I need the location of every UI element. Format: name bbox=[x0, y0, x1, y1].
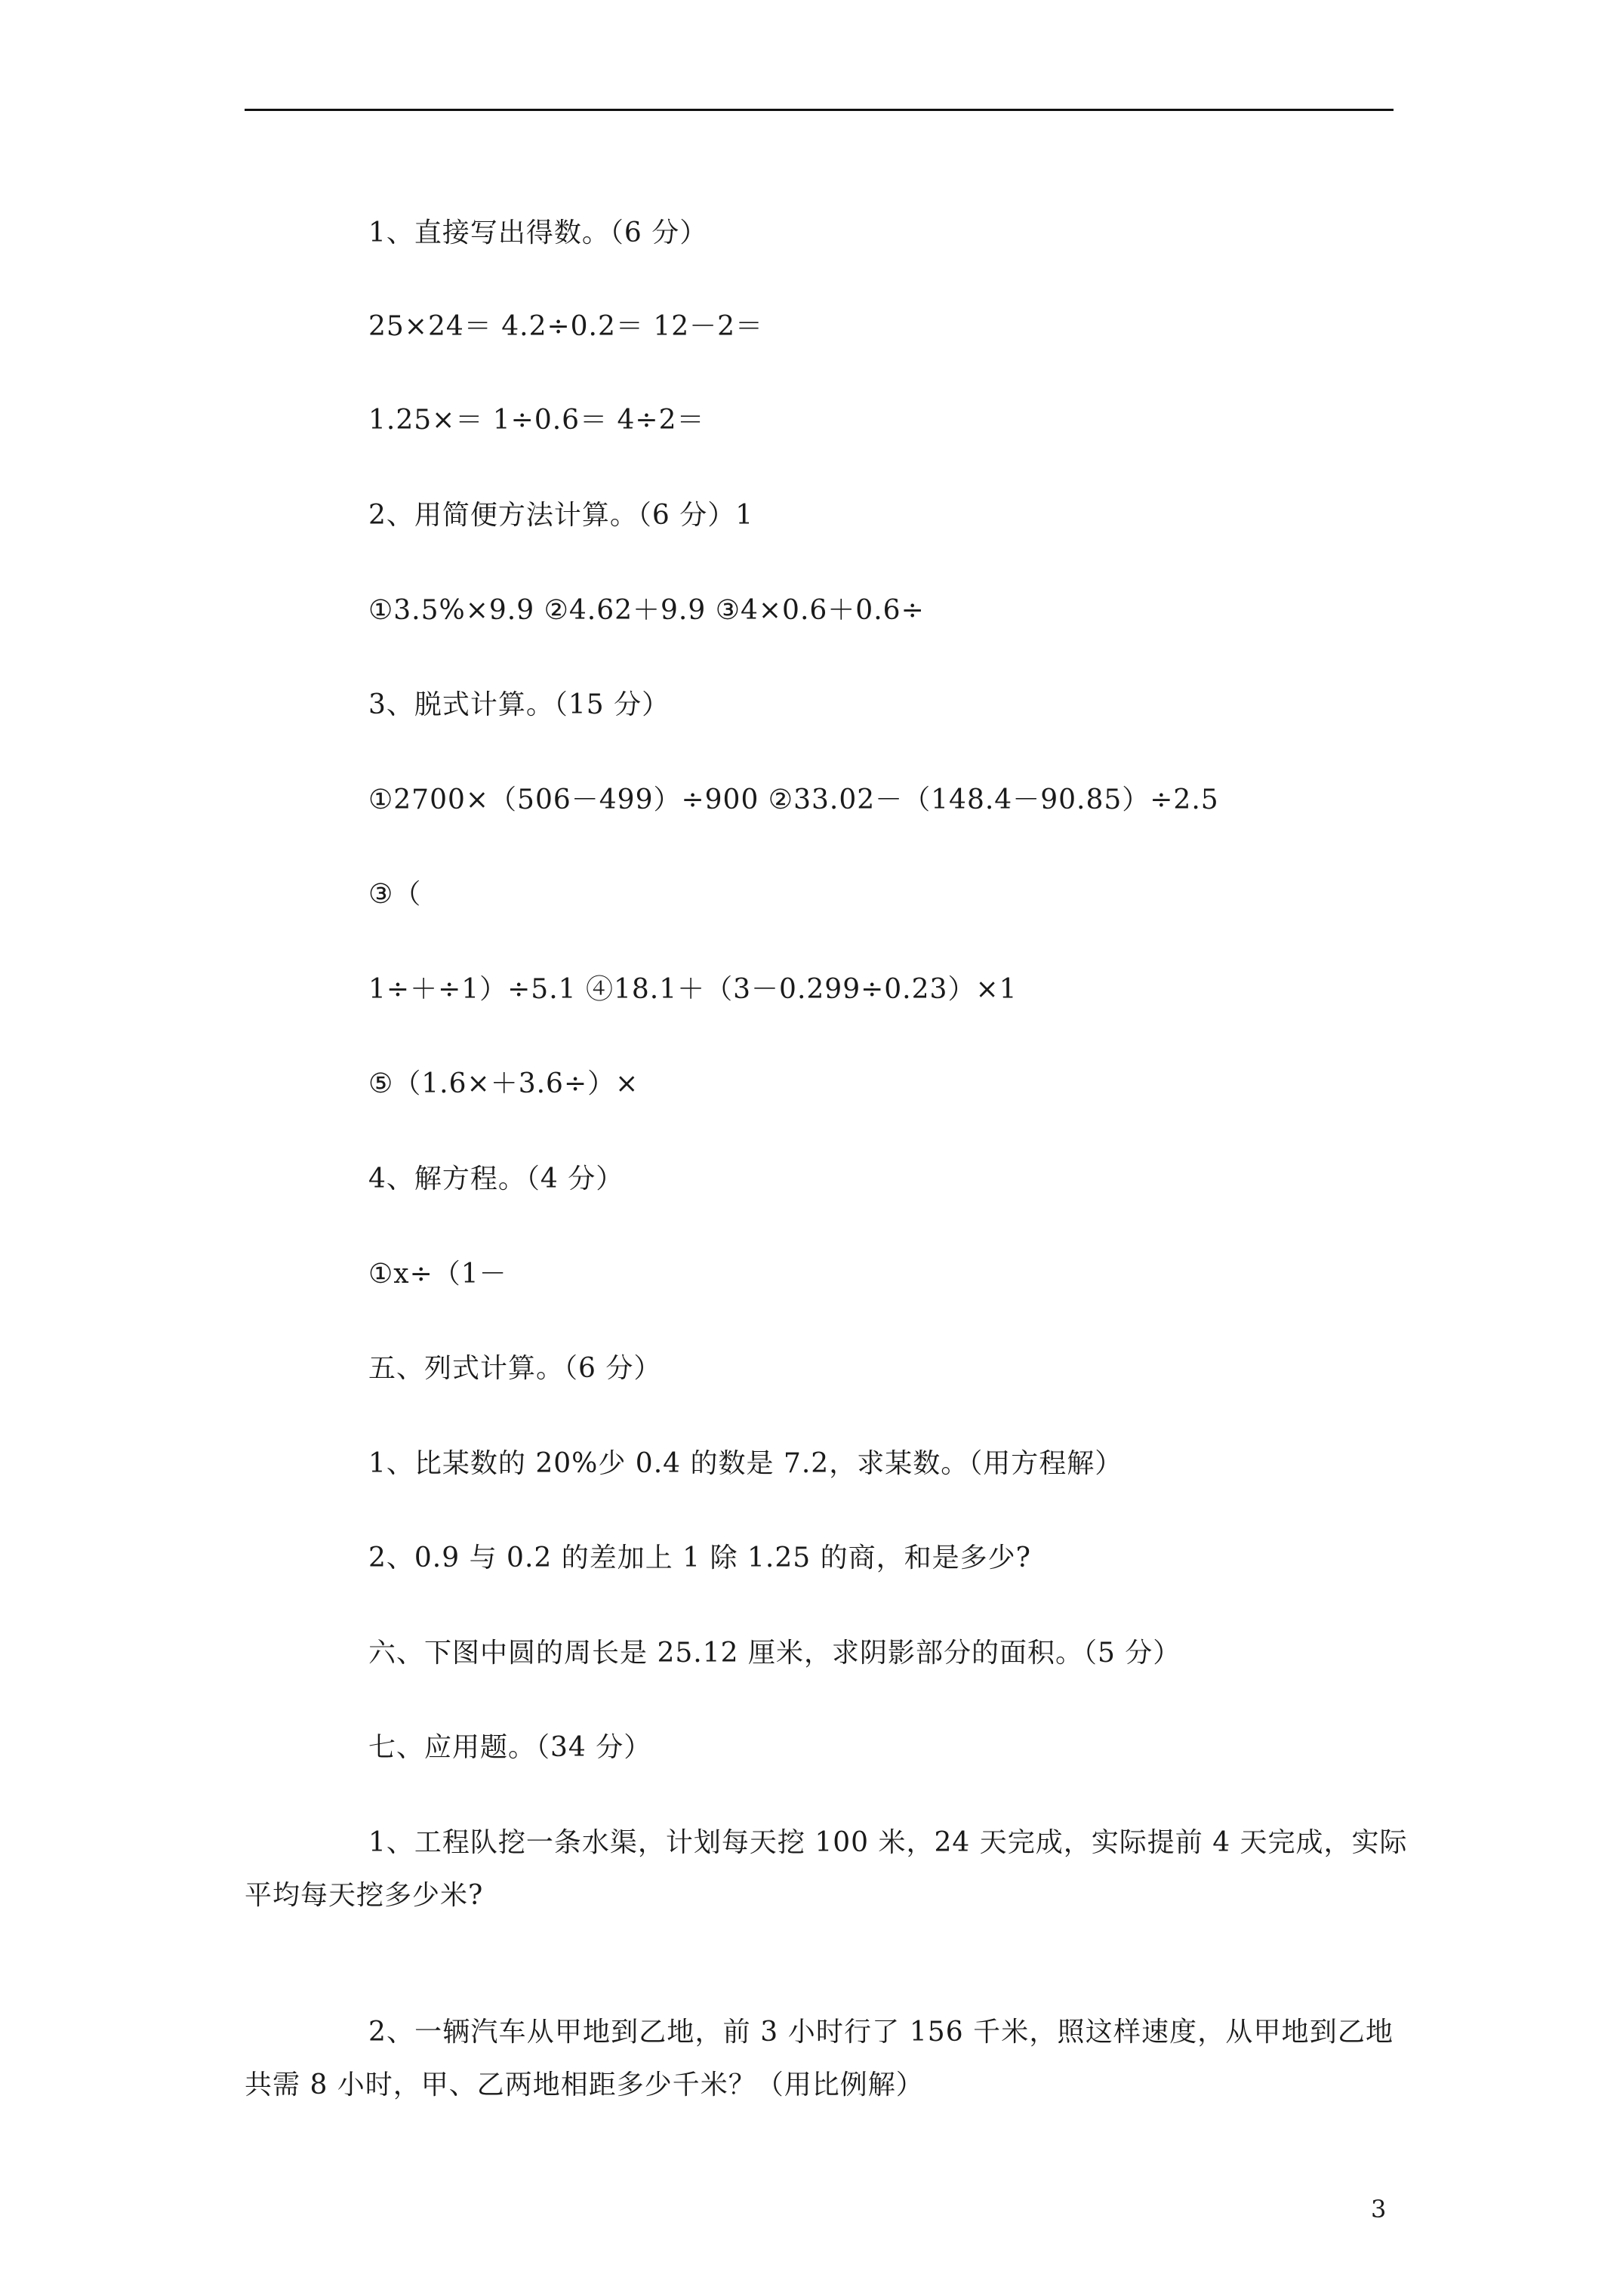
simplify-calc-row: ①3.5%×9.9 ②4.62＋9.9 ③4×0.6＋0.6÷ bbox=[368, 595, 925, 626]
word-problem-2 bbox=[245, 2016, 1394, 2102]
step-calc-row-4: ⑤（1.6×＋3.6÷）× bbox=[368, 1068, 639, 1099]
step-calc-row-1: ①2700×（506－499）÷900 ②33.02－（148.4－90.85）÷2.5 bbox=[368, 784, 1219, 815]
page-number: 3 bbox=[1371, 2195, 1387, 2224]
step-calc-row-3: 1÷＋÷1）÷5.1 ④18.1＋（3－0.299÷0.23）×1 bbox=[368, 974, 1018, 1005]
section-2-heading: 2、用简便方法计算。（6 分）1 bbox=[368, 500, 754, 531]
word-problem-2-line-2: 共需 8 小时，甲、乙两地相距多少千米？（用比例解） bbox=[245, 2069, 924, 2100]
step-calc-row-2: ③（ bbox=[368, 879, 422, 910]
word-problem-2-line-1: 2、一辆汽车从甲地到乙地，前 3 小时行了 156 千米，照这样速度，从甲地到乙地 bbox=[368, 2017, 1394, 2048]
word-problem-1-line-2: 平均每天挖多少米? bbox=[245, 1880, 484, 1911]
header-rule bbox=[245, 109, 1394, 111]
section-4-heading: 4、解方程。（4 分） bbox=[368, 1163, 624, 1194]
equation-row: ①x÷（1－ bbox=[368, 1259, 507, 1290]
section-7-heading: 七、应用题。（34 分） bbox=[368, 1732, 652, 1763]
word-problem-1 bbox=[245, 1826, 1408, 1912]
section-6-heading: 六、下图中圆的周长是 25.12 厘米，求阴影部分的面积。（5 分） bbox=[368, 1638, 1181, 1669]
oral-calc-row-2: 1.25×＝ 1÷0.6＝ 4÷2＝ bbox=[368, 405, 705, 436]
expression-problem-1: 1、比某数的 20%少 0.4 的数是 7.2，求某数。（用方程解） bbox=[368, 1448, 1123, 1479]
oral-calc-row-1: 25×24＝ 4.2÷0.2＝ 12－2＝ bbox=[368, 311, 764, 342]
section-3-heading: 3、脱式计算。（15 分） bbox=[368, 689, 670, 720]
section-1-heading: 1、直接写出得数。（6 分） bbox=[368, 217, 708, 248]
section-5-heading: 五、列式计算。（6 分） bbox=[368, 1353, 662, 1384]
word-problem-1-line-1: 1、工程队挖一条水渠，计划每天挖 100 米，24 天完成，实际提前 4 天完成，实际 bbox=[368, 1827, 1408, 1858]
expression-problem-2: 2、0.9 与 0.2 的差加上 1 除 1.25 的商，和是多少? bbox=[368, 1542, 1031, 1573]
